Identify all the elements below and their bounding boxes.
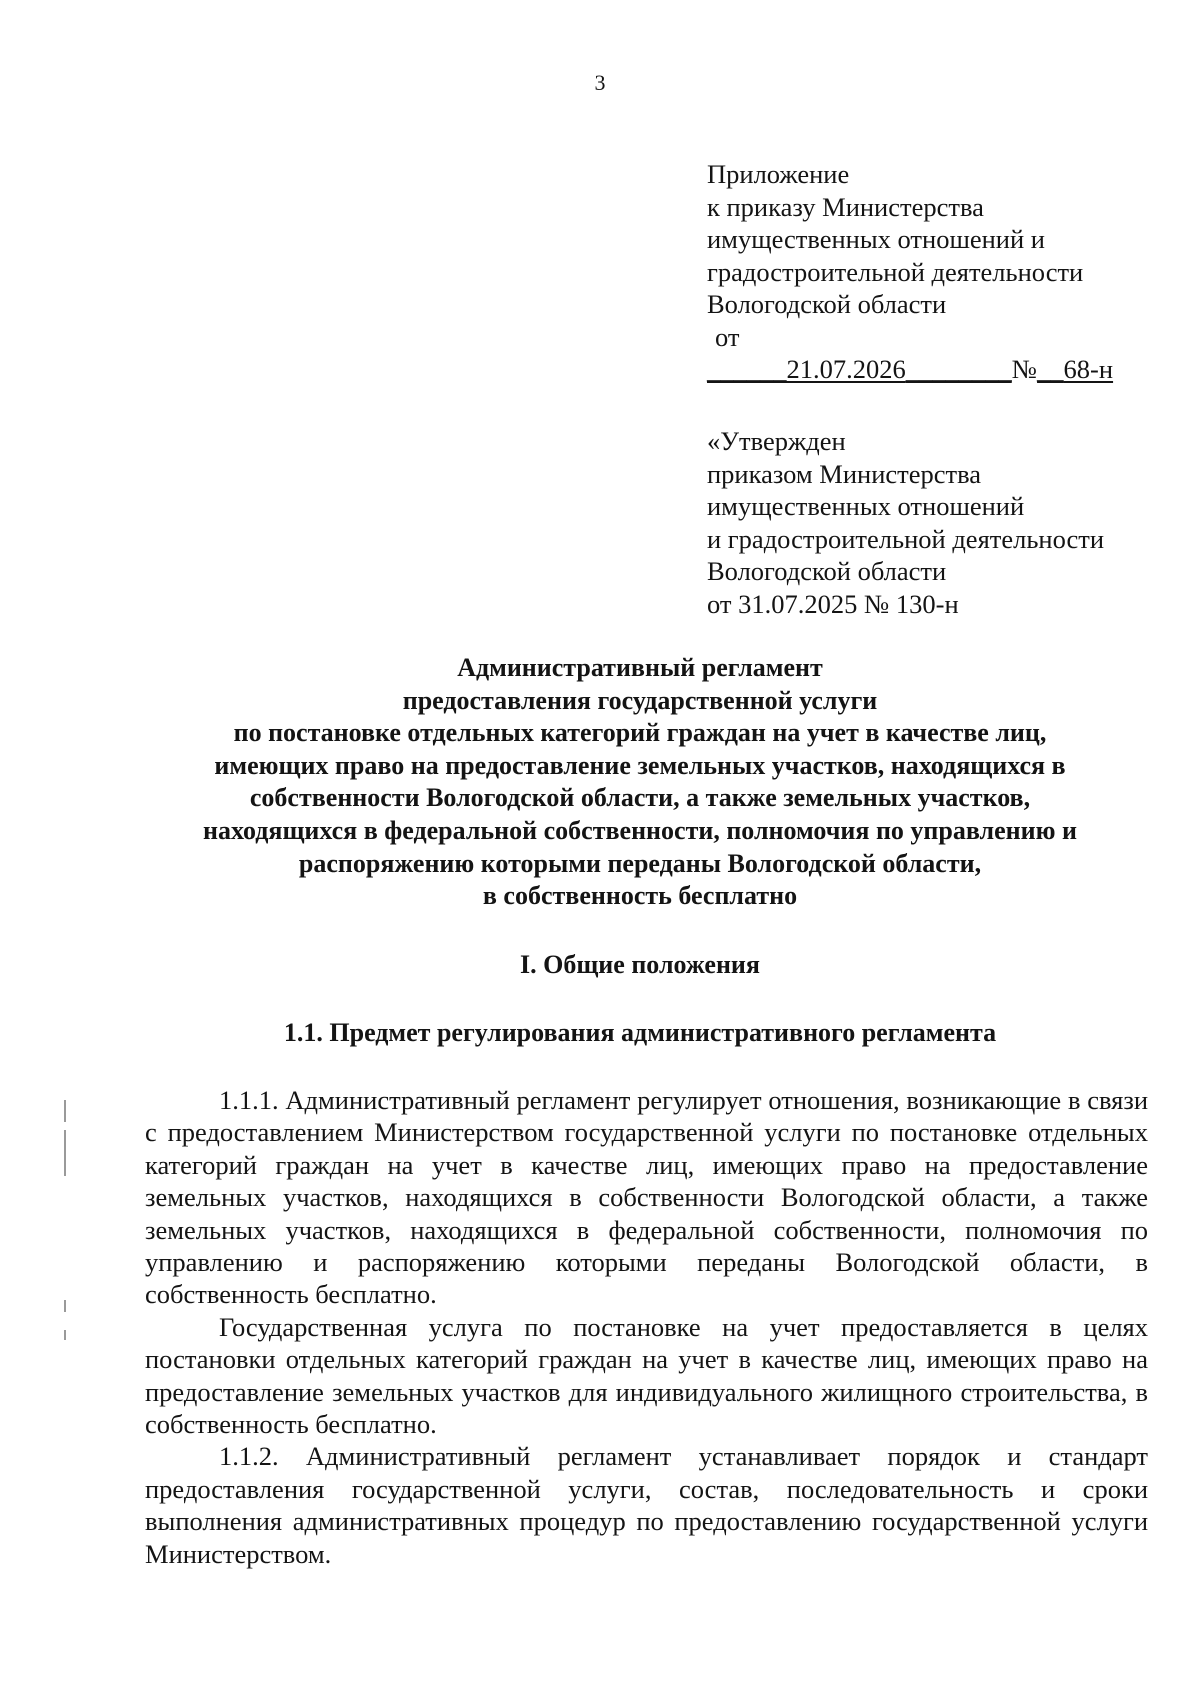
appendix-line: Вологодской области bbox=[707, 289, 947, 319]
order-date-suffix: ________ bbox=[905, 354, 1012, 384]
title-line: Административный регламент bbox=[457, 653, 823, 682]
appendix-line: к приказу Министерства bbox=[707, 191, 984, 222]
paragraph: 1.1.1. Административный регламент регулирует отношения, возникающие в связи с предоставлением Министерством государственной услуги по постановке отдельных категорий граждан на учет в качестве лиц, имеющих право на предоставление земельных участков, находящихся в собственности Вологодской области, а также земельных участков, находящихся в федеральной собственности, полномочия по управлению и распоряжению которыми переданы Вологодской области, в собственность бесплатно. bbox=[145, 1085, 1148, 1310]
approval-line: и градостроительной деятельности bbox=[707, 523, 1105, 554]
approval-line: от 31.07.2025 № 130-н bbox=[707, 588, 959, 619]
order-number-prefix: __ bbox=[1037, 354, 1064, 384]
paragraph: 1.1.2. Административный регламент устанавливает порядок и стандарт предоставления государственной услуги, состав, последовательность и сроки выполнения административных процедур по предоставлению государственной услуги Министерством. bbox=[145, 1441, 1148, 1569]
order-number: 68-н bbox=[1063, 354, 1114, 384]
scan-artifact-mark bbox=[64, 1300, 66, 1312]
paragraph: Государственная услуга по постановке на учет предоставляется в целях постановки отдельных категорий граждан на учет в качестве лиц, имеющих право на предоставление земельных участков для индивидуального жилищного строительства, в собственность бесплатно. bbox=[145, 1311, 1148, 1440]
scan-artifact-mark bbox=[64, 1130, 66, 1176]
title-line: находящихся в федеральной собственности, полномочия по управлению и bbox=[202, 815, 1077, 845]
appendix-block bbox=[707, 158, 1147, 386]
approval-block bbox=[707, 425, 1147, 620]
approval-line: Вологодской области bbox=[707, 556, 947, 586]
title-line: в собственность бесплатно bbox=[482, 881, 798, 911]
scan-artifact-mark bbox=[64, 1330, 66, 1340]
title-line: по постановке отдельных категорий граждан на учет в качестве лиц, bbox=[233, 718, 1047, 748]
section-heading: I. Общие положения bbox=[520, 950, 760, 979]
title-line: предоставления государственной услуги bbox=[402, 685, 878, 715]
appendix-line: градостроительной деятельности bbox=[707, 256, 1084, 287]
order-number-sign: № bbox=[1011, 354, 1038, 384]
title-line: собственности Вологодской области, а также земельных участков, bbox=[249, 783, 1031, 813]
order-date: 21.07.2026 bbox=[786, 354, 906, 384]
approval-line: имущественных отношений bbox=[707, 491, 1025, 521]
order-date-prefix: ______ bbox=[707, 354, 787, 384]
scan-artifact-mark bbox=[64, 1100, 66, 1122]
order-date-number-line bbox=[707, 353, 1147, 386]
approval-line: «Утвержден bbox=[707, 426, 846, 456]
appendix-line: от bbox=[715, 321, 740, 352]
appendix-line: имущественных отношений и bbox=[707, 224, 1045, 254]
approval-line: приказом Министерства bbox=[707, 458, 982, 489]
document-title bbox=[150, 652, 1130, 913]
title-line: имеющих право на предоставление земельных участков, находящихся в bbox=[214, 750, 1066, 780]
body-text bbox=[145, 1084, 1148, 1570]
page-number: 3 bbox=[594, 70, 606, 95]
appendix-line: Приложение bbox=[707, 159, 850, 189]
subsection-heading: 1.1. Предмет регулирования административного регламента bbox=[283, 1018, 997, 1047]
title-line: распоряжению которыми переданы Вологодской области, bbox=[298, 848, 982, 878]
